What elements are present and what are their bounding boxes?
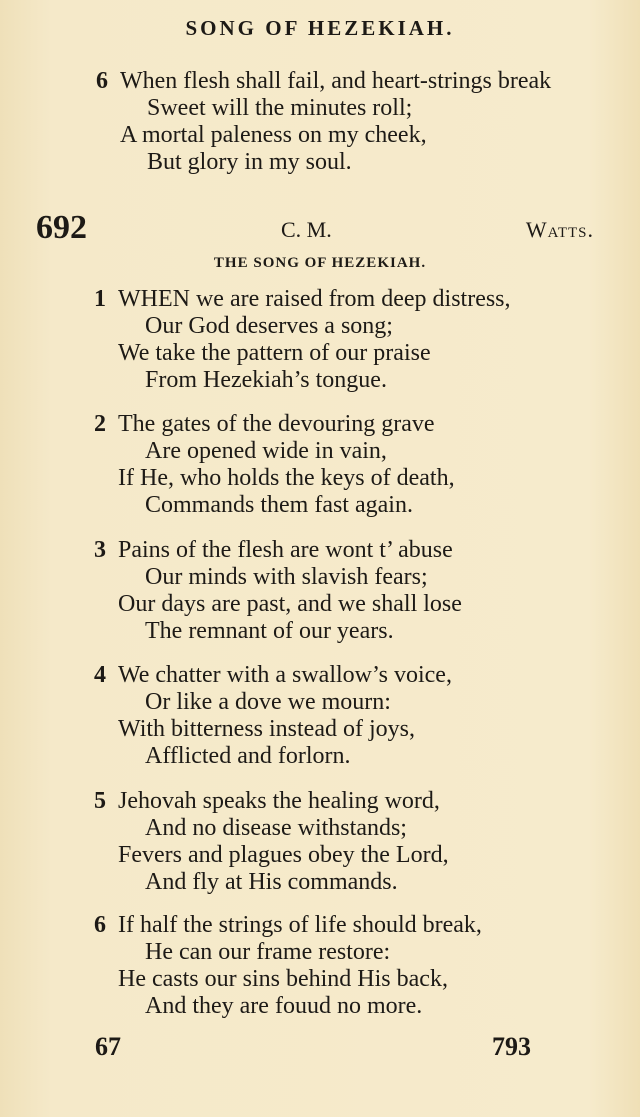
stanza-line	[94, 912, 482, 939]
stanza-number: 3	[94, 537, 106, 563]
stanza-line	[94, 537, 462, 564]
hymn-meter: C. M.	[281, 217, 332, 242]
stanza-number: 2	[94, 411, 106, 437]
stanza-number: 5	[94, 788, 106, 814]
stanza-line: He can our frame restore:	[145, 939, 391, 965]
stanza-line	[94, 662, 452, 689]
stanza-line-text: The gates of the devouring grave	[118, 411, 435, 437]
stanza-line: The remnant of our years.	[145, 618, 394, 644]
stanza-line: We take the pattern of our praise	[118, 340, 431, 366]
stanza-1	[94, 286, 511, 394]
stanza-line-text: Pains of the flesh are wont t’ abuse	[118, 537, 453, 563]
stanza-line: If He, who holds the keys of death,	[118, 465, 455, 491]
stanza-line: Our God deserves a song;	[145, 313, 393, 339]
stanza-line: And no disease withstands;	[145, 815, 407, 841]
stanza-line	[94, 411, 455, 438]
hymn-number: 692	[36, 209, 87, 246]
stanza-line: And they are fouud no more.	[145, 993, 423, 1019]
stanza-number: 6	[96, 68, 108, 94]
stanza-number: 6	[94, 912, 106, 938]
stanza-line: And fly at His commands.	[145, 869, 398, 895]
stanza-line: Afflicted and forlorn.	[145, 743, 351, 769]
stanza-line	[94, 788, 449, 815]
stanza-line: Our minds with slavish fears;	[145, 564, 428, 590]
stanza-5	[94, 788, 449, 896]
stanza-number: 1	[94, 286, 106, 312]
stanza-line: From Hezekiah’s tongue.	[145, 367, 387, 393]
stanza-line-text: We chatter with a swallow’s voice,	[118, 662, 452, 688]
stanza-line: With bitterness instead of joys,	[118, 716, 415, 742]
stanza-3	[94, 537, 462, 645]
stanza-line: Are opened wide in vain,	[145, 438, 387, 464]
page-number: 793	[492, 1032, 531, 1061]
prev-stanza	[96, 68, 552, 176]
stanza-line: Our days are past, and we shall lose	[118, 591, 462, 617]
stanza-line-text: Jehovah speaks the healing word,	[118, 788, 440, 814]
hymn-title: THE SONG OF HEZEKIAH.	[213, 255, 427, 271]
stanza-line: Commands them fast again.	[145, 492, 413, 518]
stanza-line: Sweet will the minutes roll;	[147, 95, 413, 121]
running-head: SONG OF HEZEKIAH.	[185, 16, 455, 40]
stanza-line: He casts our sins behind His back,	[118, 966, 448, 992]
stanza-line: Or like a dove we mourn:	[145, 689, 391, 715]
stanza-number: 4	[94, 662, 106, 688]
stanza-line: A mortal paleness on my cheek,	[120, 122, 427, 148]
stanza-line-text: If half the strings of life should break,	[118, 912, 482, 938]
stanza-2	[94, 411, 455, 519]
stanza-6	[94, 912, 482, 1020]
stanza-line: But glory in my soul.	[147, 149, 352, 175]
signature-mark: 67	[95, 1032, 121, 1061]
hymn-author: Watts.	[525, 217, 594, 242]
stanza-line-text: When flesh shall fail, and heart-strings break	[120, 68, 552, 94]
stanza-line	[94, 286, 511, 313]
stanza-4	[94, 662, 452, 770]
stanza-line: Fevers and plagues obey the Lord,	[118, 842, 449, 868]
stanza-line	[96, 68, 552, 95]
stanza-line-text: WHEN we are raised from deep distress,	[118, 286, 511, 312]
